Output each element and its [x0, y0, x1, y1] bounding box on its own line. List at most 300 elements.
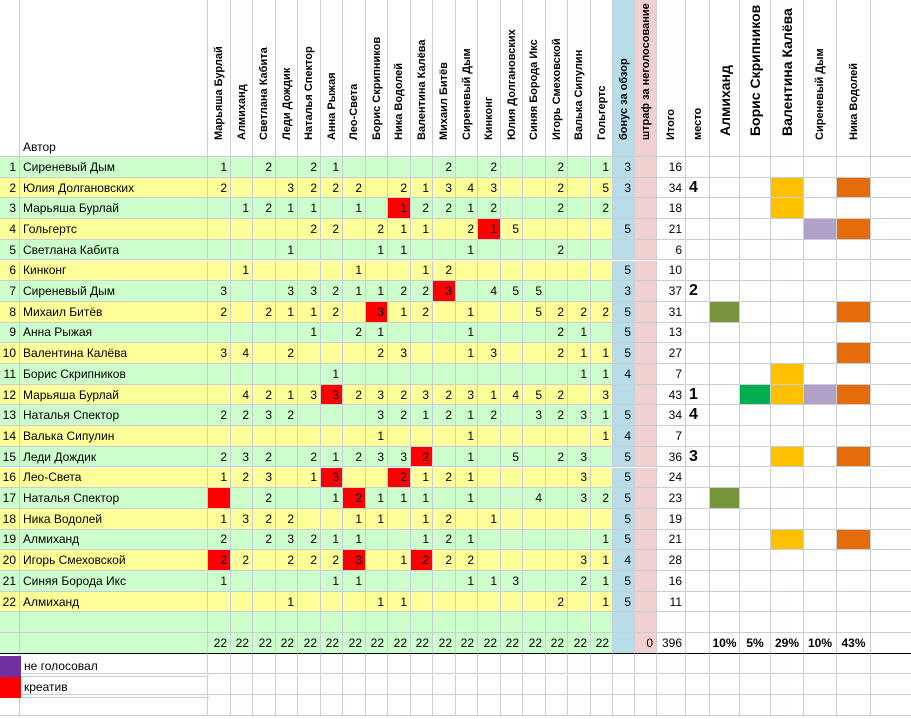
jury-cell[interactable]: [710, 281, 740, 302]
vote-cell[interactable]: [231, 281, 253, 302]
vote-cell[interactable]: 2: [208, 530, 231, 551]
total-col-header[interactable]: [657, 0, 686, 157]
bonus-cell[interactable]: 4: [613, 550, 635, 571]
vote-cell[interactable]: [343, 157, 366, 178]
vote-cell[interactable]: 1: [591, 405, 613, 426]
vote-cell[interactable]: [568, 261, 591, 282]
vote-cell[interactable]: 2: [298, 178, 321, 199]
vote-cell[interactable]: 2: [546, 178, 568, 199]
jury-cell[interactable]: [804, 240, 837, 261]
vote-cell[interactable]: [253, 343, 276, 364]
vote-cell[interactable]: [433, 323, 456, 344]
jury-cell[interactable]: [740, 571, 771, 592]
totals-cell[interactable]: 22: [388, 633, 411, 654]
vote-cell[interactable]: [208, 488, 231, 509]
penalty-cell[interactable]: [635, 405, 657, 426]
vote-cell[interactable]: 2: [231, 550, 253, 571]
vote-cell[interactable]: 2: [456, 219, 478, 240]
author-cell[interactable]: Борис Скрипников: [20, 364, 208, 385]
vote-cell[interactable]: [546, 571, 568, 592]
vote-cell[interactable]: [501, 364, 523, 385]
jury-cell[interactable]: [740, 261, 771, 282]
voter-col-header-18[interactable]: [591, 0, 613, 157]
vote-cell[interactable]: 2: [208, 550, 231, 571]
vote-cell[interactable]: 3: [366, 385, 388, 406]
bonus-cell[interactable]: 5: [613, 323, 635, 344]
vote-cell[interactable]: [298, 571, 321, 592]
vote-cell[interactable]: 2: [276, 509, 298, 530]
vote-cell[interactable]: 3: [366, 302, 388, 323]
vote-cell[interactable]: [591, 509, 613, 530]
jury-cell[interactable]: [804, 426, 837, 447]
bonus-cell[interactable]: 5: [613, 343, 635, 364]
vote-cell[interactable]: [478, 426, 501, 447]
vote-cell[interactable]: 1: [298, 302, 321, 323]
vote-cell[interactable]: [433, 488, 456, 509]
bonus-cell[interactable]: 5: [613, 261, 635, 282]
bonus-cell[interactable]: 3: [613, 281, 635, 302]
vote-cell[interactable]: [591, 447, 613, 468]
vote-cell[interactable]: [388, 571, 411, 592]
total-cell[interactable]: 7: [657, 364, 686, 385]
vote-cell[interactable]: [523, 343, 546, 364]
jury-percent[interactable]: 29%: [771, 633, 804, 654]
jury-cell[interactable]: [837, 385, 871, 406]
totals-cell[interactable]: [686, 633, 710, 654]
bonus-cell[interactable]: 4: [613, 426, 635, 447]
vote-cell[interactable]: [523, 219, 546, 240]
vote-cell[interactable]: 1: [343, 281, 366, 302]
vote-cell[interactable]: 2: [411, 281, 433, 302]
vote-cell[interactable]: 1: [478, 509, 501, 530]
place-cell[interactable]: [686, 343, 710, 364]
totals-cell[interactable]: 22: [433, 633, 456, 654]
jury-cell[interactable]: [771, 405, 804, 426]
bonus-cell[interactable]: 5: [613, 302, 635, 323]
vote-cell[interactable]: [433, 592, 456, 613]
author-cell[interactable]: Алмиханд: [20, 530, 208, 551]
jury-cell[interactable]: [771, 198, 804, 219]
vote-cell[interactable]: 1: [276, 302, 298, 323]
vote-cell[interactable]: 1: [276, 240, 298, 261]
voter-col-header-12[interactable]: [456, 0, 478, 157]
vote-cell[interactable]: 1: [388, 488, 411, 509]
vote-cell[interactable]: [501, 302, 523, 323]
vote-cell[interactable]: [231, 157, 253, 178]
vote-cell[interactable]: [478, 240, 501, 261]
vote-cell[interactable]: [253, 550, 276, 571]
bonus-cell[interactable]: 5: [613, 571, 635, 592]
vote-cell[interactable]: [523, 323, 546, 344]
vote-cell[interactable]: 1: [411, 468, 433, 489]
jury-cell[interactable]: [771, 509, 804, 530]
vote-cell[interactable]: 3: [478, 343, 501, 364]
vote-cell[interactable]: [298, 343, 321, 364]
vote-cell[interactable]: [253, 592, 276, 613]
vote-cell[interactable]: [478, 468, 501, 489]
vote-cell[interactable]: 1: [591, 571, 613, 592]
vote-cell[interactable]: 3: [501, 571, 523, 592]
place-cell[interactable]: [686, 530, 710, 551]
vote-cell[interactable]: 3: [523, 405, 546, 426]
totals-cell[interactable]: [871, 633, 911, 654]
vote-cell[interactable]: [208, 592, 231, 613]
jury-cell[interactable]: [771, 281, 804, 302]
vote-cell[interactable]: [366, 261, 388, 282]
total-cell[interactable]: 16: [657, 157, 686, 178]
vote-cell[interactable]: 2: [388, 405, 411, 426]
vote-cell[interactable]: 1: [456, 343, 478, 364]
vote-cell[interactable]: [343, 426, 366, 447]
vote-cell[interactable]: 2: [591, 302, 613, 323]
penalty-cell[interactable]: [635, 323, 657, 344]
vote-cell[interactable]: [433, 426, 456, 447]
jury-cell[interactable]: [710, 426, 740, 447]
vote-cell[interactable]: 2: [253, 530, 276, 551]
vote-cell[interactable]: [253, 281, 276, 302]
vote-cell[interactable]: 1: [388, 302, 411, 323]
vote-cell[interactable]: 2: [298, 447, 321, 468]
vote-cell[interactable]: [298, 509, 321, 530]
vote-cell[interactable]: [523, 157, 546, 178]
vote-cell[interactable]: [523, 426, 546, 447]
jury-cell[interactable]: [837, 157, 871, 178]
vote-cell[interactable]: [433, 240, 456, 261]
vote-cell[interactable]: [568, 592, 591, 613]
penalty-cell[interactable]: [635, 571, 657, 592]
jury-cell[interactable]: [710, 261, 740, 282]
totals-cell[interactable]: 22: [478, 633, 501, 654]
vote-cell[interactable]: [388, 426, 411, 447]
vote-cell[interactable]: 2: [343, 323, 366, 344]
total-cell[interactable]: 6: [657, 240, 686, 261]
jury-cell[interactable]: [771, 178, 804, 199]
vote-cell[interactable]: [253, 261, 276, 282]
vote-cell[interactable]: [253, 178, 276, 199]
jury-cell[interactable]: [837, 571, 871, 592]
jury-cell[interactable]: [740, 323, 771, 344]
vote-cell[interactable]: [523, 261, 546, 282]
vote-cell[interactable]: [456, 157, 478, 178]
totals-cell[interactable]: 22: [321, 633, 343, 654]
totals-cell[interactable]: 22: [501, 633, 523, 654]
jury-cell[interactable]: [710, 240, 740, 261]
vote-cell[interactable]: [298, 364, 321, 385]
penalty-cell[interactable]: [635, 281, 657, 302]
vote-cell[interactable]: 1: [298, 323, 321, 344]
vote-cell[interactable]: 3: [298, 385, 321, 406]
vote-cell[interactable]: [523, 447, 546, 468]
vote-cell[interactable]: 1: [388, 240, 411, 261]
vote-cell[interactable]: [276, 219, 298, 240]
jury-cell[interactable]: [710, 571, 740, 592]
vote-cell[interactable]: 2: [321, 302, 343, 323]
vote-cell[interactable]: 2: [478, 157, 501, 178]
totals-cell[interactable]: [613, 633, 635, 654]
voter-col-header-11[interactable]: [433, 0, 456, 157]
jury-cell[interactable]: [740, 343, 771, 364]
vote-cell[interactable]: 1: [478, 385, 501, 406]
bonus-cell[interactable]: 5: [613, 447, 635, 468]
totals-cell[interactable]: 22: [208, 633, 231, 654]
vote-cell[interactable]: [456, 261, 478, 282]
vote-cell[interactable]: [298, 426, 321, 447]
vote-cell[interactable]: 2: [276, 343, 298, 364]
vote-cell[interactable]: 2: [388, 385, 411, 406]
vote-cell[interactable]: [208, 261, 231, 282]
vote-cell[interactable]: [366, 364, 388, 385]
place-cell[interactable]: [686, 571, 710, 592]
jury-cell[interactable]: [771, 261, 804, 282]
vote-cell[interactable]: 2: [298, 550, 321, 571]
jury-cell[interactable]: [740, 281, 771, 302]
voter-col-header-3[interactable]: [253, 0, 276, 157]
vote-cell[interactable]: [276, 323, 298, 344]
jury-cell[interactable]: [771, 157, 804, 178]
vote-cell[interactable]: 2: [546, 240, 568, 261]
vote-cell[interactable]: 3: [208, 281, 231, 302]
jury-cell[interactable]: [804, 592, 837, 613]
penalty-cell[interactable]: [635, 261, 657, 282]
vote-cell[interactable]: [501, 592, 523, 613]
vote-cell[interactable]: 3: [276, 178, 298, 199]
total-cell[interactable]: 19: [657, 509, 686, 530]
jury-cell[interactable]: [771, 240, 804, 261]
jury-cell[interactable]: [837, 509, 871, 530]
totals-cell[interactable]: [20, 633, 208, 654]
vote-cell[interactable]: 2: [298, 219, 321, 240]
vote-cell[interactable]: [546, 281, 568, 302]
jury-cell[interactable]: [771, 385, 804, 406]
vote-cell[interactable]: 2: [321, 550, 343, 571]
vote-cell[interactable]: [478, 530, 501, 551]
jury-cell[interactable]: [804, 405, 837, 426]
vote-cell[interactable]: [388, 509, 411, 530]
total-cell[interactable]: 18: [657, 198, 686, 219]
vote-cell[interactable]: 2: [253, 198, 276, 219]
vote-cell[interactable]: [321, 405, 343, 426]
jury-cell[interactable]: [740, 447, 771, 468]
jury-cell[interactable]: [740, 178, 771, 199]
jury-cell[interactable]: [771, 571, 804, 592]
jury-cell[interactable]: [710, 488, 740, 509]
vote-cell[interactable]: [478, 323, 501, 344]
vote-cell[interactable]: [276, 157, 298, 178]
vote-cell[interactable]: 2: [343, 447, 366, 468]
vote-cell[interactable]: 2: [388, 468, 411, 489]
vote-cell[interactable]: [501, 178, 523, 199]
author-cell[interactable]: Лео-Света: [20, 468, 208, 489]
jury-col-header-5[interactable]: [837, 0, 871, 157]
vote-cell[interactable]: 1: [231, 261, 253, 282]
penalty-cell[interactable]: [635, 426, 657, 447]
jury-cell[interactable]: [837, 219, 871, 240]
vote-cell[interactable]: 1: [411, 530, 433, 551]
vote-cell[interactable]: [366, 550, 388, 571]
vote-cell[interactable]: [388, 157, 411, 178]
vote-cell[interactable]: [321, 343, 343, 364]
vote-cell[interactable]: [411, 323, 433, 344]
vote-cell[interactable]: [253, 426, 276, 447]
vote-cell[interactable]: 1: [321, 364, 343, 385]
vote-cell[interactable]: 2: [343, 178, 366, 199]
jury-cell[interactable]: [837, 364, 871, 385]
vote-cell[interactable]: [568, 426, 591, 447]
voter-col-header-10[interactable]: [411, 0, 433, 157]
jury-cell[interactable]: [740, 468, 771, 489]
bonus-cell[interactable]: 3: [613, 157, 635, 178]
jury-cell[interactable]: [804, 178, 837, 199]
total-cell[interactable]: 31: [657, 302, 686, 323]
vote-cell[interactable]: 1: [591, 592, 613, 613]
vote-cell[interactable]: 2: [433, 550, 456, 571]
vote-cell[interactable]: 2: [546, 198, 568, 219]
total-cell[interactable]: 34: [657, 178, 686, 199]
vote-cell[interactable]: 2: [298, 530, 321, 551]
place-cell[interactable]: [686, 240, 710, 261]
vote-cell[interactable]: [433, 343, 456, 364]
vote-cell[interactable]: 1: [208, 157, 231, 178]
vote-cell[interactable]: [523, 509, 546, 530]
vote-cell[interactable]: [231, 426, 253, 447]
penalty-cell[interactable]: [635, 509, 657, 530]
total-cell[interactable]: 34: [657, 405, 686, 426]
vote-cell[interactable]: 2: [546, 343, 568, 364]
vote-cell[interactable]: [523, 571, 546, 592]
vote-cell[interactable]: 1: [343, 571, 366, 592]
vote-cell[interactable]: [321, 240, 343, 261]
vote-cell[interactable]: [523, 240, 546, 261]
jury-cell[interactable]: [710, 468, 740, 489]
vote-cell[interactable]: 2: [231, 468, 253, 489]
total-cell[interactable]: 21: [657, 219, 686, 240]
vote-cell[interactable]: [253, 219, 276, 240]
vote-cell[interactable]: 2: [343, 385, 366, 406]
vote-cell[interactable]: 1: [411, 219, 433, 240]
jury-cell[interactable]: [837, 592, 871, 613]
author-cell[interactable]: Валька Сипулин: [20, 426, 208, 447]
jury-cell[interactable]: [837, 488, 871, 509]
vote-cell[interactable]: 1: [411, 488, 433, 509]
author-cell[interactable]: Марьяша Бурлай: [20, 198, 208, 219]
vote-cell[interactable]: 4: [231, 385, 253, 406]
penalty-cell[interactable]: [635, 343, 657, 364]
jury-cell[interactable]: [710, 198, 740, 219]
vote-cell[interactable]: [388, 323, 411, 344]
vote-cell[interactable]: [208, 198, 231, 219]
jury-cell[interactable]: [740, 550, 771, 571]
place-cell[interactable]: 1: [686, 385, 710, 406]
total-cell[interactable]: 36: [657, 447, 686, 468]
voter-col-header-7[interactable]: [343, 0, 366, 157]
vote-cell[interactable]: 1: [478, 219, 501, 240]
totals-cell[interactable]: 22: [523, 633, 546, 654]
jury-cell[interactable]: [771, 219, 804, 240]
author-cell[interactable]: Леди Дождик: [20, 447, 208, 468]
jury-cell[interactable]: [710, 343, 740, 364]
vote-cell[interactable]: [501, 405, 523, 426]
bonus-cell[interactable]: 5: [613, 405, 635, 426]
vote-cell[interactable]: [523, 592, 546, 613]
vote-cell[interactable]: [433, 571, 456, 592]
vote-cell[interactable]: [591, 468, 613, 489]
totals-cell[interactable]: 22: [253, 633, 276, 654]
vote-cell[interactable]: [591, 261, 613, 282]
jury-cell[interactable]: [710, 592, 740, 613]
jury-col-header-4[interactable]: [804, 0, 837, 157]
vote-cell[interactable]: [568, 219, 591, 240]
vote-cell[interactable]: [411, 592, 433, 613]
penalty-col-header[interactable]: [635, 0, 657, 157]
vote-cell[interactable]: 1: [411, 178, 433, 199]
vote-cell[interactable]: [343, 405, 366, 426]
vote-cell[interactable]: [478, 302, 501, 323]
jury-cell[interactable]: [837, 426, 871, 447]
jury-cell[interactable]: [710, 385, 740, 406]
total-cell[interactable]: 13: [657, 323, 686, 344]
jury-cell[interactable]: [771, 530, 804, 551]
jury-cell[interactable]: [837, 323, 871, 344]
jury-percent[interactable]: 10%: [804, 633, 837, 654]
jury-cell[interactable]: [740, 157, 771, 178]
jury-cell[interactable]: [771, 343, 804, 364]
vote-cell[interactable]: 3: [366, 447, 388, 468]
jury-cell[interactable]: [740, 530, 771, 551]
vote-cell[interactable]: 2: [433, 405, 456, 426]
vote-cell[interactable]: 3: [456, 385, 478, 406]
vote-cell[interactable]: [231, 178, 253, 199]
vote-cell[interactable]: 2: [388, 178, 411, 199]
vote-cell[interactable]: 1: [388, 592, 411, 613]
total-cell[interactable]: 21: [657, 530, 686, 551]
vote-cell[interactable]: 3: [253, 468, 276, 489]
vote-cell[interactable]: [591, 323, 613, 344]
vote-cell[interactable]: [231, 219, 253, 240]
vote-cell[interactable]: [208, 426, 231, 447]
vote-cell[interactable]: 1: [388, 198, 411, 219]
vote-cell[interactable]: [276, 488, 298, 509]
place-cell[interactable]: [686, 550, 710, 571]
vote-cell[interactable]: 5: [501, 219, 523, 240]
vote-cell[interactable]: [343, 219, 366, 240]
place-cell[interactable]: [686, 198, 710, 219]
vote-cell[interactable]: 1: [366, 240, 388, 261]
vote-cell[interactable]: [298, 240, 321, 261]
place-cell[interactable]: 4: [686, 178, 710, 199]
vote-cell[interactable]: 5: [523, 302, 546, 323]
vote-cell[interactable]: [478, 550, 501, 571]
vote-cell[interactable]: 5: [523, 281, 546, 302]
vote-cell[interactable]: [231, 364, 253, 385]
place-cell[interactable]: [686, 592, 710, 613]
jury-cell[interactable]: [740, 385, 771, 406]
vote-cell[interactable]: [321, 426, 343, 447]
vote-cell[interactable]: 1: [456, 468, 478, 489]
bonus-cell[interactable]: 5: [613, 468, 635, 489]
vote-cell[interactable]: [343, 302, 366, 323]
vote-cell[interactable]: [546, 364, 568, 385]
vote-cell[interactable]: 1: [411, 261, 433, 282]
jury-cell[interactable]: [804, 323, 837, 344]
vote-cell[interactable]: [523, 364, 546, 385]
jury-cell[interactable]: [740, 509, 771, 530]
vote-cell[interactable]: 3: [366, 405, 388, 426]
jury-cell[interactable]: [804, 343, 837, 364]
vote-cell[interactable]: 3: [231, 509, 253, 530]
vote-cell[interactable]: [366, 198, 388, 219]
vote-cell[interactable]: [501, 198, 523, 219]
vote-cell[interactable]: 3: [568, 550, 591, 571]
